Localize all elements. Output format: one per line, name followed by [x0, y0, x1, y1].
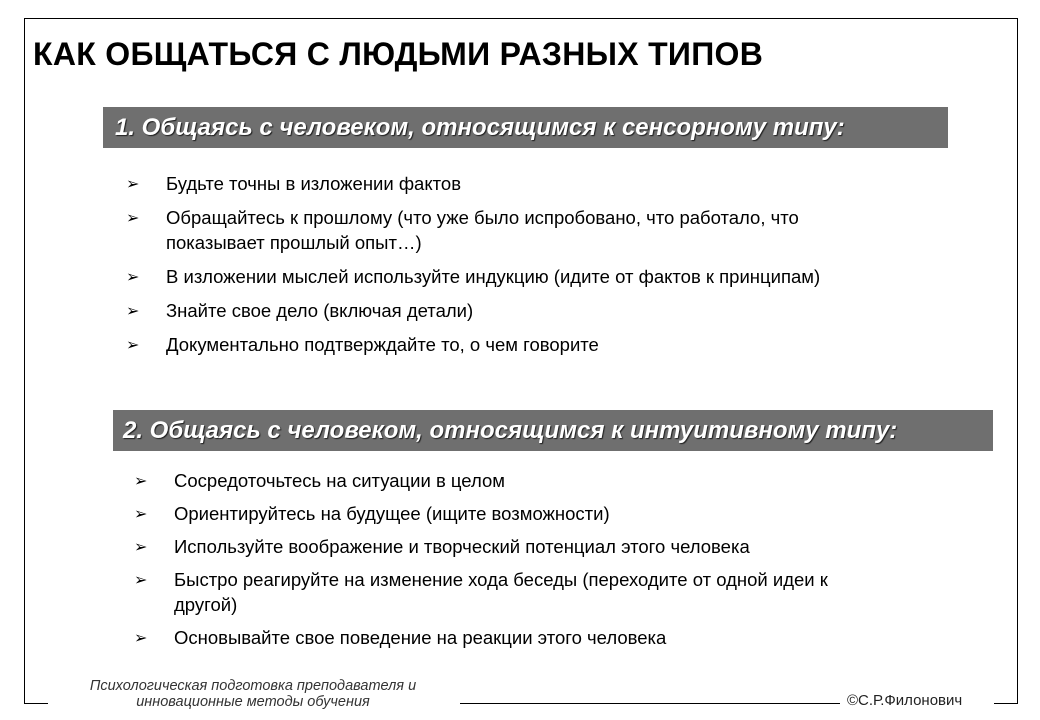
frame-top-border: [24, 18, 1018, 19]
arrowhead-bullet-icon: ➢: [134, 537, 148, 556]
arrowhead-bullet-icon: ➢: [126, 301, 140, 320]
section-2-list: [134, 468, 894, 658]
list-item-text: Сосредоточьтесь на ситуации в целом: [174, 470, 505, 491]
list-item-text: Обращайтесь к прошлому (что уже было испробовано, что работало, что показывает прошлый опыт…): [166, 207, 799, 253]
list-item: [134, 567, 894, 617]
list-item-text: Ориентируйтесь на будущее (ищите возможности): [174, 503, 610, 524]
arrowhead-bullet-icon: ➢: [134, 504, 148, 523]
arrowhead-bullet-icon: ➢: [126, 267, 140, 286]
arrowhead-bullet-icon: ➢: [134, 471, 148, 490]
list-item-text: Используйте воображение и творческий потенциал этого человека: [174, 536, 750, 557]
list-item: [126, 264, 886, 289]
section-1-list: [126, 171, 886, 366]
footer-course-line-2: инновационные методы обучения: [136, 694, 370, 710]
page-title: КАК ОБЩАТЬСЯ С ЛЮДЬМИ РАЗНЫХ ТИПОВ: [33, 36, 764, 72]
arrowhead-bullet-icon: ➢: [126, 174, 140, 193]
list-item: [134, 534, 894, 559]
frame-right-border: [1017, 18, 1018, 704]
list-item-text: Быстро реагируйте на изменение хода беседы (переходите от одной идеи к другой): [174, 569, 828, 615]
list-item: [126, 298, 886, 323]
arrowhead-bullet-icon: ➢: [134, 570, 148, 589]
list-item-text: Основывайте свое поведение на реакции этого человека: [174, 627, 667, 648]
list-item: [134, 625, 894, 650]
footer-course-title: [48, 678, 458, 710]
frame-bottom-border-right: [994, 703, 1018, 704]
arrowhead-bullet-icon: ➢: [134, 628, 148, 647]
list-item: [126, 205, 886, 255]
section-1-header: 1. Общаясь с человеком, относящимся к сенсорному типу:: [103, 107, 948, 148]
list-item-text: В изложении мыслей используйте индукцию (идите от фактов к принципам): [166, 266, 821, 287]
list-item: [134, 468, 894, 493]
frame-left-border: [24, 18, 25, 704]
arrowhead-bullet-icon: ➢: [126, 335, 140, 354]
list-item: [134, 501, 894, 526]
footer-author-credit: ©С.Р.Филонович: [847, 692, 963, 709]
list-item: [126, 171, 886, 196]
frame-bottom-border-middle: [460, 703, 840, 704]
list-item-text: Документально подтверждайте то, о чем говорите: [166, 334, 599, 355]
footer-course-line-1: Психологическая подготовка преподавателя и: [89, 678, 417, 694]
list-item-text: Знайте свое дело (включая детали): [166, 300, 474, 321]
section-2-header: 2. Общаясь с человеком, относящимся к интуитивному типу:: [113, 410, 993, 451]
frame-bottom-border-left: [24, 703, 48, 704]
arrowhead-bullet-icon: ➢: [126, 208, 140, 227]
list-item-text: Будьте точны в изложении фактов: [166, 173, 462, 194]
list-item: [126, 332, 886, 357]
